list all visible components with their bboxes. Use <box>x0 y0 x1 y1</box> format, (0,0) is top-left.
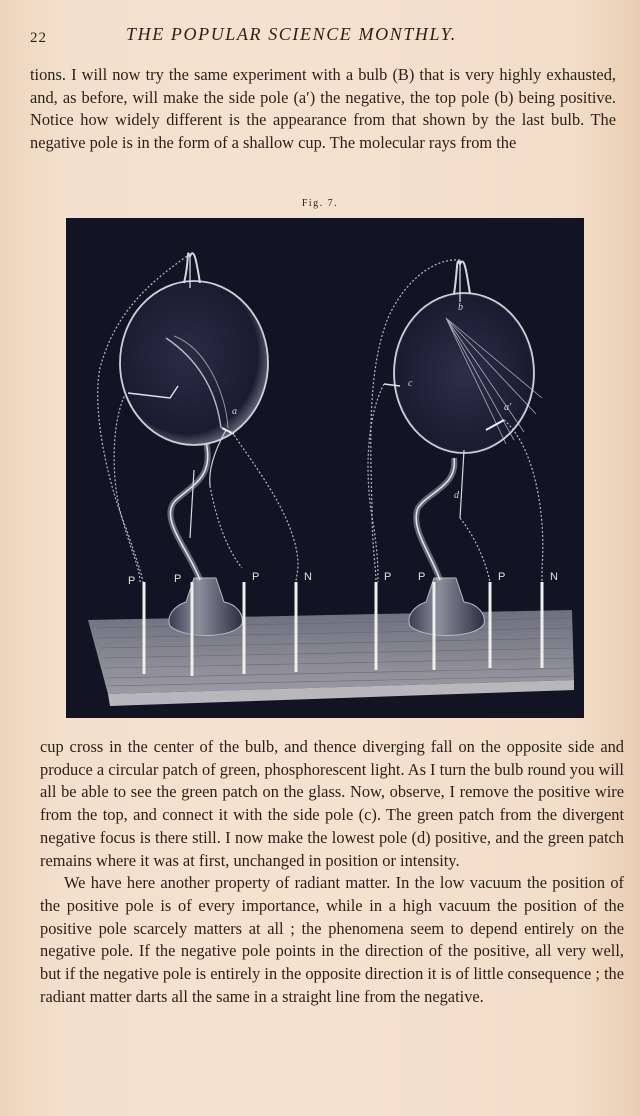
pole-label-8: N <box>550 571 558 583</box>
figure-illustration <box>66 218 584 718</box>
bulb-label-a: a <box>232 406 237 417</box>
page-number: 22 <box>30 30 47 46</box>
paragraph: tions. I will now try the same experiment with a bulb (B) that is very highly exhausted, and, as before, will make the side pole (a′) the negative, the top pole (b) being positive. Notice how widely different is the appearance from that shown by the last bulb. The negative pole is in the form of a shallow cup. The molecular rays from the <box>30 65 616 153</box>
bulb-label-c: c <box>408 378 413 389</box>
body-text-top <box>30 64 616 155</box>
bulb-label-d: d <box>454 490 459 501</box>
journal-title: THE POPULAR SCIENCE MONTHLY. <box>126 24 457 44</box>
pole-label-3: P <box>252 571 260 583</box>
figure-caption: Fig. 7. <box>301 198 339 209</box>
pole-label-2: P <box>174 573 182 585</box>
pole-label-7: P <box>498 571 506 583</box>
bulb-label-b: b <box>458 302 463 313</box>
pole-label-4: N <box>304 571 312 583</box>
pole-label-1: P <box>128 575 136 587</box>
paragraph: cup cross in the center of the bulb, and thence diverging fall on the opposite side and produce a circular patch of green, phosphorescent light. As I turn the bulb round you will all be able to see the green patch on the glass. Now, observe, I remove the positive wire from the top, and connect it with the side pole (c). The green patch from the divergent negative focus is there still. I now make the lowest pole (d) positive, and the green patch remains where it was at first, unchanged in position or intensity. <box>40 737 624 870</box>
crookes-tubes-engraving <box>66 218 584 718</box>
bulb-label-a-prime: a′ <box>504 402 512 413</box>
pole-label-6: P <box>418 571 426 583</box>
base-board <box>88 610 574 706</box>
bulb-b <box>384 260 542 636</box>
paragraph: We have here another property of radiant matter. In the low vacuum the position of the positive pole is of every importance, while in a high vacuum the position of the positive pole scarcely matters at all ; the phenomena seem to depend entirely on the negative pole. If the negative pole points in the direction of the positive, all very well, but if the negative pole is entirely in the opposite direction it is of little consequence ; the radiant matter darts all the same in a straight line from the negative. <box>40 873 624 1006</box>
running-head <box>30 24 610 46</box>
pole-label-5: P <box>384 571 392 583</box>
body-text-bottom <box>40 736 624 1008</box>
